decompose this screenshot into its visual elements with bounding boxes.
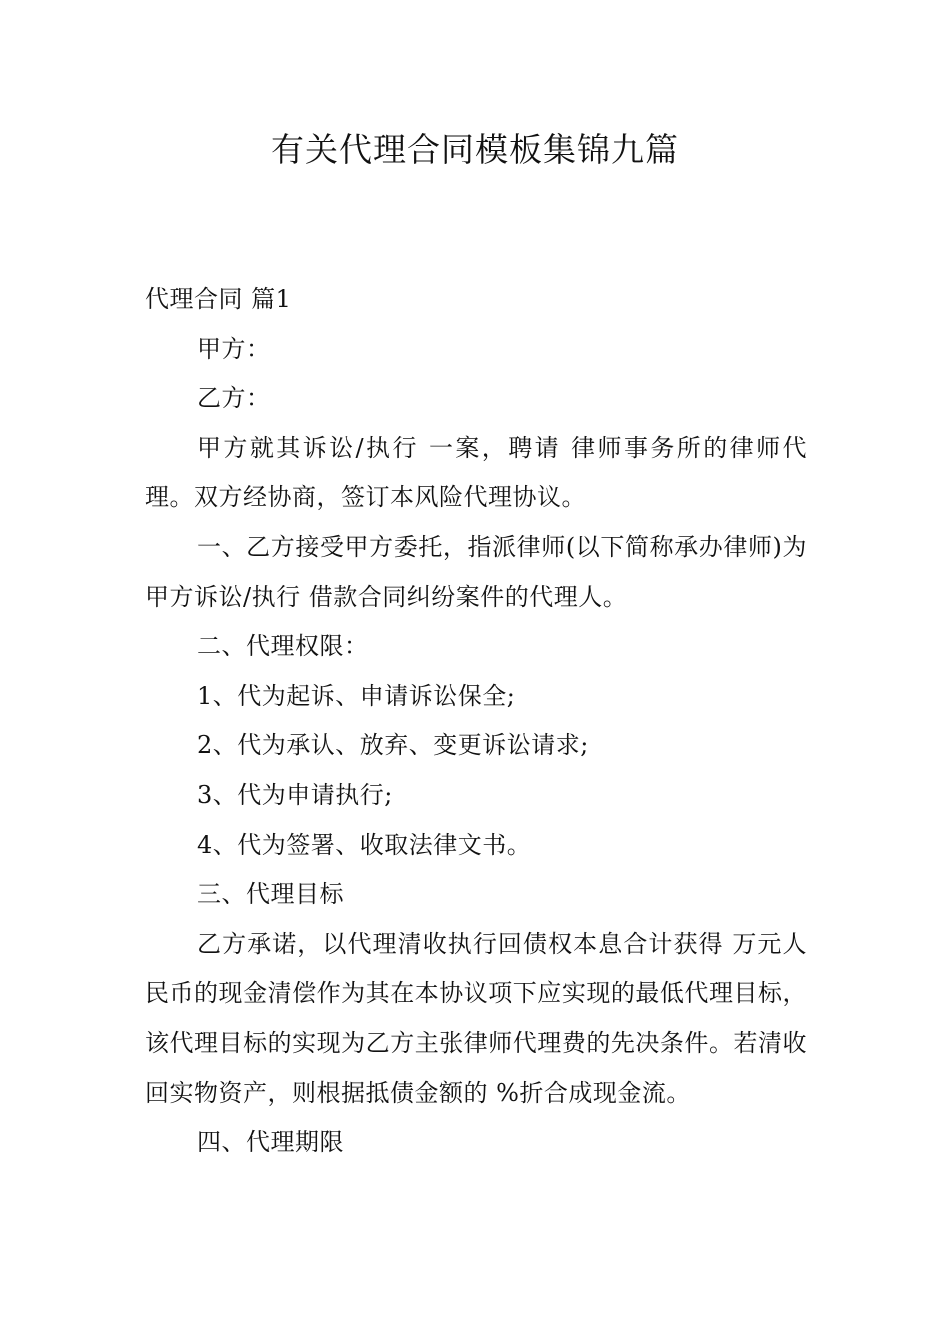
- document-body: [145, 275, 807, 1168]
- authority-item-1: 1、代为起诉、申请诉讼保全;: [197, 681, 516, 710]
- clause-1-paragraph: 一、乙方接受甲方委托，指派律师(以下简称承办律师)为甲方诉讼/执行 借款合同纠纷案件的代理人。: [145, 532, 807, 611]
- clause-4-heading: 四、代理期限: [197, 1128, 344, 1157]
- authority-item-2: 2、代为承认、放弃、变更诉讼请求;: [197, 731, 589, 760]
- authority-item-4: 4、代为签署、收取法律文书。: [197, 830, 532, 859]
- party-b-line: 乙方：: [197, 384, 271, 413]
- section-heading: 代理合同 篇1: [145, 285, 292, 313]
- intro-paragraph: 甲方就其诉讼/执行 一案，聘请 律师事务所的律师代理。双方经协商，签订本风险代理协议。: [145, 433, 807, 512]
- clause-3-paragraph: 乙方承诺，以代理清收执行回债权本息合计获得 万元人民币的现金清偿作为其在本协议项下应实现的最低代理目标，该代理目标的实现为乙方主张律师代理费的先决条件。若清收回实物资产，则根据抵债金额的 %折合成现金流。: [145, 929, 807, 1107]
- clause-2-heading: 二、代理权限：: [197, 632, 369, 661]
- document-title: 有关代理合同模板集锦九篇: [271, 130, 679, 169]
- party-a-line: 甲方：: [197, 334, 271, 363]
- authority-item-3: 3、代为申请执行;: [197, 780, 393, 809]
- clause-3-heading: 三、代理目标: [197, 880, 344, 909]
